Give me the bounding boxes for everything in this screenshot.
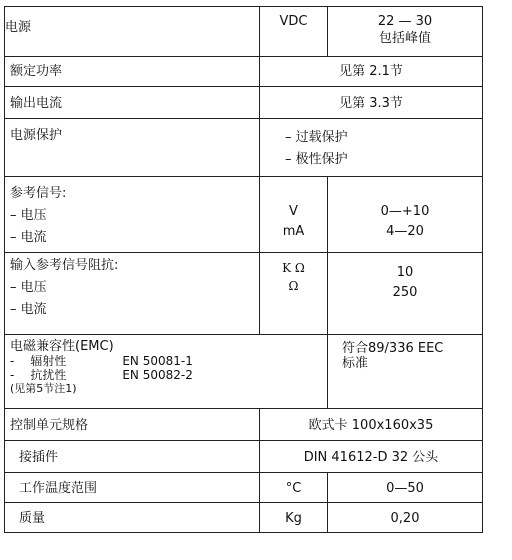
table-row-output-current	[5, 87, 483, 119]
power-protection-label: 电源保护	[10, 128, 63, 143]
table-row-emc	[5, 335, 483, 409]
temperature-value: 0—50	[386, 481, 424, 496]
input-impedance-value-cell	[328, 253, 483, 335]
emc-note: (见第5节注1)	[10, 382, 77, 395]
reference-signal-value-cell	[328, 177, 483, 253]
weight-label: 质量	[19, 511, 46, 526]
weight-value: 0,20	[390, 511, 420, 526]
output-current-label-cell	[5, 87, 260, 119]
connector-label-cell	[5, 441, 260, 473]
emc-emission-name: 辐射性	[30, 354, 67, 368]
power-unit: VDC	[279, 14, 308, 29]
table-row-power	[5, 7, 483, 57]
table-row-power-protection	[5, 119, 483, 177]
connector-value: DIN 41612-D 32 公头	[303, 450, 439, 465]
emc-emission-row	[10, 354, 327, 368]
emc-value-line2: 标准	[342, 356, 369, 371]
temperature-unit: °C	[285, 481, 302, 496]
table-row-connector	[5, 441, 483, 473]
emc-immunity-name: 抗扰性	[30, 368, 67, 382]
table-row-rated-power	[5, 57, 483, 87]
temperature-label: 工作温度范围	[19, 481, 98, 496]
reference-current-name: – 电流	[10, 230, 47, 245]
reference-signal-unit-cell	[260, 177, 328, 253]
rated-power-value: 见第 2.1节	[339, 64, 403, 79]
reference-voltage-name: – 电压	[10, 208, 47, 223]
impedance-current-name: – 电流	[10, 302, 47, 317]
emc-value-line1: 符合89/336 EEC	[342, 341, 444, 356]
emc-emission-standard: EN 50081-1	[122, 354, 193, 368]
control-unit-value-cell	[260, 409, 483, 441]
temperature-value-cell	[328, 473, 483, 503]
reference-signal-label: 参考信号:	[10, 186, 67, 201]
power-protection-label-cell	[5, 119, 260, 177]
output-current-label: 输出电流	[10, 96, 63, 111]
power-value-line2: 包括峰值	[378, 31, 431, 46]
polarity-protection-item: – 极性保护	[285, 152, 348, 167]
power-value-cell	[328, 7, 483, 57]
reference-current-unit: mA	[282, 224, 305, 239]
impedance-voltage-name: – 电压	[10, 280, 47, 295]
power-label: 电源	[5, 20, 32, 35]
emc-immunity-standard: EN 50082-2	[122, 368, 193, 382]
reference-current-value: 4—20	[386, 224, 424, 239]
rated-power-label-cell	[5, 57, 260, 87]
weight-unit: Kg	[285, 511, 302, 526]
rated-power-label: 额定功率	[10, 64, 63, 79]
power-label-cell	[5, 7, 260, 57]
power-protection-value-cell	[260, 119, 483, 177]
emc-value-cell	[328, 335, 483, 409]
table-row-reference-signal	[5, 177, 483, 253]
input-impedance-label: 输入参考信号阻抗:	[10, 258, 119, 273]
table-row-weight	[5, 503, 483, 533]
impedance-voltage-unit: K Ω	[282, 261, 305, 275]
reference-signal-label-cell	[5, 177, 260, 253]
impedance-voltage-value: 10	[396, 265, 414, 280]
overload-protection-item: – 过载保护	[285, 130, 348, 145]
connector-value-cell	[260, 441, 483, 473]
emc-immunity-dash: -	[10, 368, 15, 382]
reference-voltage-unit: V	[289, 204, 298, 219]
emc-emission-dash: -	[10, 354, 15, 368]
rated-power-value-cell	[260, 57, 483, 87]
impedance-current-unit: Ω	[288, 279, 299, 293]
reference-voltage-value: 0—+10	[380, 204, 430, 219]
table-row-temperature	[5, 473, 483, 503]
weight-label-cell	[5, 503, 260, 533]
emc-immunity-row	[10, 368, 327, 382]
input-impedance-label-cell	[5, 253, 260, 335]
control-unit-value: 欧式卡 100x160x35	[308, 418, 434, 433]
power-value-line1: 22 — 30	[377, 14, 433, 29]
impedance-current-value: 250	[392, 285, 418, 300]
emc-label: 电磁兼容性(EMC)	[10, 339, 114, 354]
emc-label-cell	[5, 335, 328, 409]
weight-unit-cell	[260, 503, 328, 533]
weight-value-cell	[328, 503, 483, 533]
output-current-value-cell	[260, 87, 483, 119]
connector-label: 接插件	[19, 450, 59, 465]
temperature-label-cell	[5, 473, 260, 503]
control-unit-label-cell	[5, 409, 260, 441]
spec-table	[4, 6, 483, 533]
output-current-value: 见第 3.3节	[339, 96, 403, 111]
power-unit-cell	[260, 7, 328, 57]
input-impedance-unit-cell	[260, 253, 328, 335]
table-row-control-unit	[5, 409, 483, 441]
table-row-input-impedance	[5, 253, 483, 335]
temperature-unit-cell	[260, 473, 328, 503]
control-unit-label: 控制单元规格	[10, 418, 89, 433]
